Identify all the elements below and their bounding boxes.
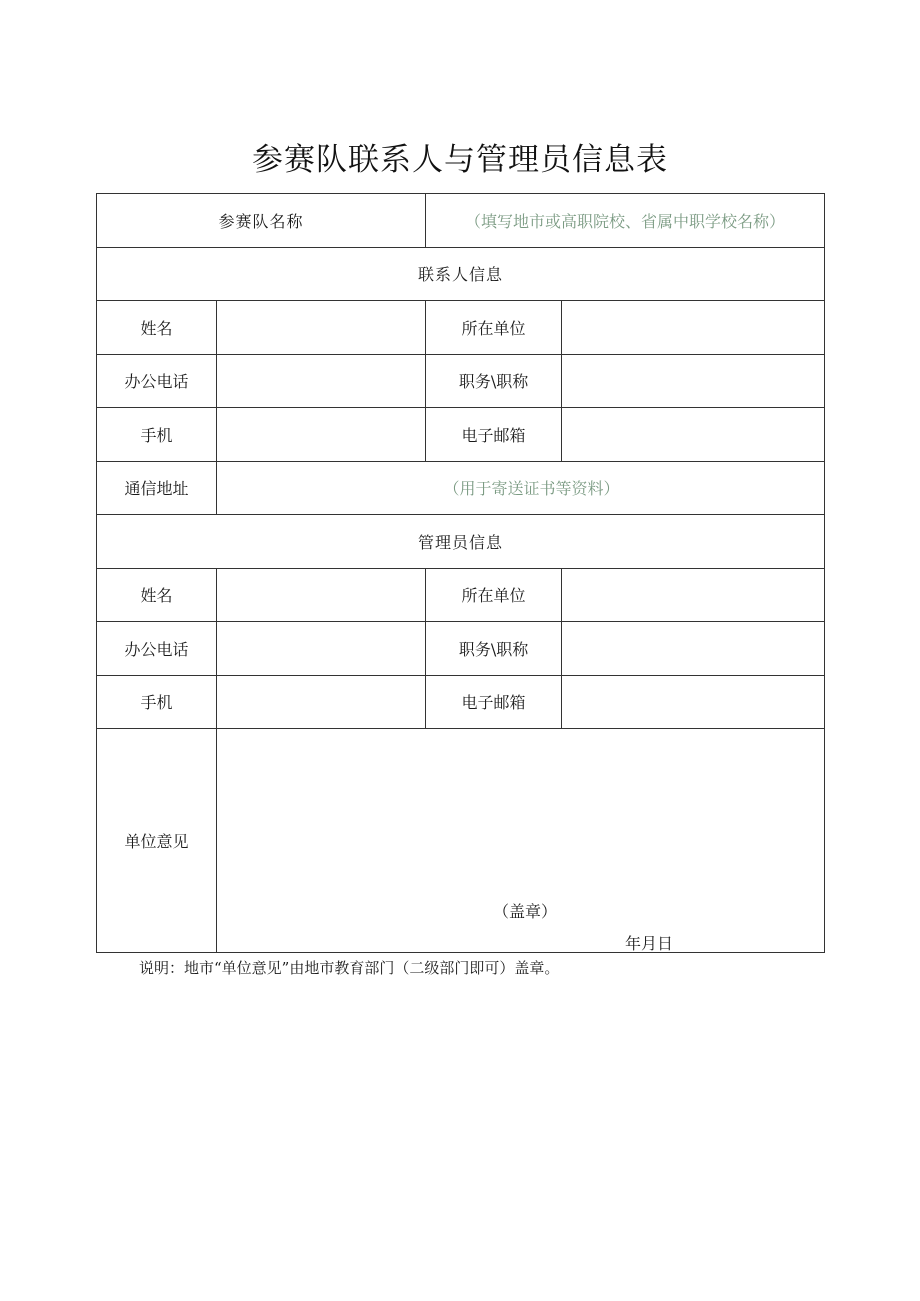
admin-office-phone-label: 办公电话 — [97, 622, 217, 676]
admin-office-phone-field[interactable] — [217, 622, 426, 676]
admin-mobile-field[interactable] — [217, 675, 426, 729]
contact-unit-label: 所在单位 — [426, 301, 562, 355]
team-name-field[interactable]: （填写地市或高职院校、省属中职学校名称） — [426, 194, 825, 248]
opinion-field[interactable] — [217, 729, 825, 953]
contact-position-label: 职务\职称 — [426, 354, 562, 408]
admin-position-field[interactable] — [562, 622, 825, 676]
info-form-table — [96, 193, 825, 953]
team-row — [97, 194, 825, 248]
opinion-row — [97, 729, 825, 953]
contact-office-phone-label: 办公电话 — [97, 354, 217, 408]
contact-email-field[interactable] — [562, 408, 825, 462]
admin-row-mobile — [97, 675, 825, 729]
page-title: 参赛队联系人与管理员信息表 — [252, 142, 668, 178]
contact-row-phone — [97, 354, 825, 408]
admin-row-phone — [97, 622, 825, 676]
admin-name-field[interactable] — [217, 568, 426, 622]
contact-office-phone-field[interactable] — [217, 354, 426, 408]
opinion-label: 单位意见 — [97, 729, 217, 953]
contact-unit-field[interactable] — [562, 301, 825, 355]
team-name-label: 参赛队名称 — [97, 194, 426, 248]
admin-unit-field[interactable] — [562, 568, 825, 622]
seal-text: （盖章） — [493, 902, 558, 921]
contact-row-address — [97, 461, 825, 515]
admin-name-label: 姓名 — [97, 568, 217, 622]
admin-email-field[interactable] — [562, 675, 825, 729]
admin-unit-label: 所在单位 — [426, 568, 562, 622]
contact-section-row — [97, 247, 825, 301]
contact-address-label: 通信地址 — [97, 461, 217, 515]
admin-section-row — [97, 515, 825, 569]
admin-mobile-label: 手机 — [97, 675, 217, 729]
admin-email-label: 电子邮箱 — [426, 675, 562, 729]
footnote: 说明：地市“单位意见”由地市教育部门（二级部门即可）盖章。 — [139, 959, 560, 977]
contact-section-title: 联系人信息 — [97, 247, 825, 301]
contact-mobile-label: 手机 — [97, 408, 217, 462]
contact-row-name — [97, 301, 825, 355]
admin-section-title: 管理员信息 — [97, 515, 825, 569]
contact-name-label: 姓名 — [97, 301, 217, 355]
contact-email-label: 电子邮箱 — [426, 408, 562, 462]
admin-position-label: 职务\职称 — [426, 622, 562, 676]
contact-position-field[interactable] — [562, 354, 825, 408]
contact-row-mobile — [97, 408, 825, 462]
contact-address-field[interactable]: （用于寄送证书等资料） — [217, 461, 825, 515]
contact-mobile-field[interactable] — [217, 408, 426, 462]
contact-name-field[interactable] — [217, 301, 426, 355]
date-text: 年月日 — [625, 934, 674, 953]
admin-row-name — [97, 568, 825, 622]
